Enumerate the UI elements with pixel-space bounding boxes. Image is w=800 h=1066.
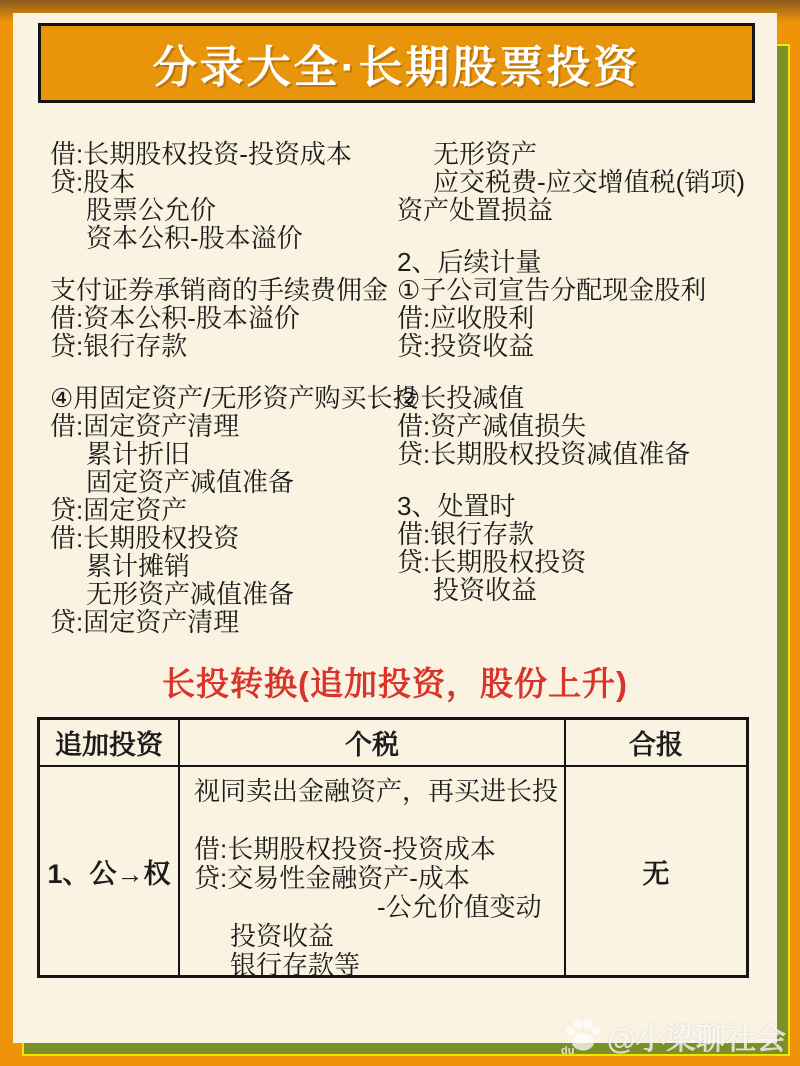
table-cell-conversion-type: 1、公→权 bbox=[40, 767, 180, 975]
entry-line: 贷:固定资产 bbox=[50, 495, 188, 525]
entry-section-subsequent-measurement bbox=[397, 248, 762, 360]
entry-line: 应交税费-应交增值税(销项) bbox=[433, 167, 745, 197]
entry-line: 视同卖出金融资产，再买进长投 bbox=[194, 776, 559, 806]
table-header-consolidated-report: 合报 bbox=[566, 720, 746, 767]
entry-line: 借:资产减值损失 bbox=[397, 411, 587, 441]
entry-line: 贷:长期股权投资 bbox=[397, 547, 587, 577]
watermark bbox=[561, 1014, 786, 1058]
entry-line: 累计摊销 bbox=[86, 551, 191, 581]
watermark-handle: @小梁聊社会 bbox=[606, 1023, 786, 1056]
entry-section-fixed-intangible bbox=[50, 383, 419, 637]
entry-line: 借:应收股利 bbox=[397, 303, 535, 333]
entry-line-blank bbox=[194, 806, 564, 835]
entry-line: 累计折旧 bbox=[86, 439, 191, 469]
entry-line: 借:资本公积-股本溢价 bbox=[50, 303, 300, 333]
entry-line: 固定资产减值准备 bbox=[86, 467, 295, 497]
baidu-paw-icon bbox=[561, 1016, 603, 1056]
entry-section-underwriter-fee bbox=[50, 276, 400, 360]
entry-line: -公允价值变动 bbox=[377, 892, 542, 922]
entry-line: ④用固定资产/无形资产购买长投 bbox=[50, 383, 419, 413]
entry-line: 贷:股本 bbox=[50, 167, 136, 197]
table-cell-consolidated-value: 无 bbox=[642, 858, 670, 889]
entry-line: 2、后续计量 bbox=[397, 247, 542, 277]
entry-section-issue-stock bbox=[50, 140, 400, 252]
entry-line: 借:长期股权投资-投资成本 bbox=[50, 139, 352, 169]
table-header-additional-investment: 追加投资 bbox=[40, 720, 180, 767]
entry-line: 贷:固定资产清理 bbox=[50, 607, 240, 637]
entry-line: 借:固定资产清理 bbox=[50, 411, 240, 441]
conversion-table bbox=[37, 717, 749, 978]
entry-line: 投资收益 bbox=[433, 575, 538, 605]
table-header-individual-tax: 个税 bbox=[180, 720, 566, 767]
entry-line: 借:长期股权投资 bbox=[50, 523, 240, 553]
entry-line: 借:长期股权投资-投资成本 bbox=[194, 834, 496, 864]
entry-section-disposal bbox=[397, 492, 762, 604]
page-title: 分录大全·长期股票投资 bbox=[152, 43, 641, 92]
entry-section-continuation bbox=[397, 140, 762, 224]
entry-line: 贷:长期股权投资减值准备 bbox=[397, 439, 691, 469]
entry-line: 股票公允价 bbox=[86, 195, 217, 225]
table-cell-entries bbox=[180, 767, 566, 980]
entry-section-impairment bbox=[397, 384, 762, 468]
entry-line: ①子公司宣告分配现金股利 bbox=[397, 275, 707, 305]
entry-line: ②长投减值 bbox=[397, 383, 525, 413]
conversion-heading: 长投转换(追加投资，股份上升) bbox=[162, 665, 628, 702]
entry-line: 无形资产 bbox=[433, 139, 538, 169]
left-column bbox=[50, 139, 419, 637]
entry-line: 资本公积-股本溢价 bbox=[86, 223, 303, 253]
entry-line: 无形资产减值准备 bbox=[86, 579, 295, 609]
entry-line: 资产处置损益 bbox=[397, 195, 554, 225]
baidu-du-text: du bbox=[560, 1045, 575, 1056]
entry-line: 贷:投资收益 bbox=[397, 331, 535, 361]
entry-line: 贷:交易性金融资产-成本 bbox=[194, 863, 470, 893]
entry-line: 银行存款等 bbox=[230, 950, 361, 980]
notes-card bbox=[13, 13, 777, 1043]
title-banner bbox=[38, 23, 755, 103]
entry-line: 支付证券承销商的手续费佣金 bbox=[50, 275, 389, 305]
right-column bbox=[397, 140, 762, 604]
entry-line: 借:银行存款 bbox=[397, 519, 535, 549]
entry-line: 投资收益 bbox=[230, 921, 335, 951]
entry-line: 3、处置时 bbox=[397, 491, 516, 521]
entry-line: 贷:银行存款 bbox=[50, 331, 188, 361]
